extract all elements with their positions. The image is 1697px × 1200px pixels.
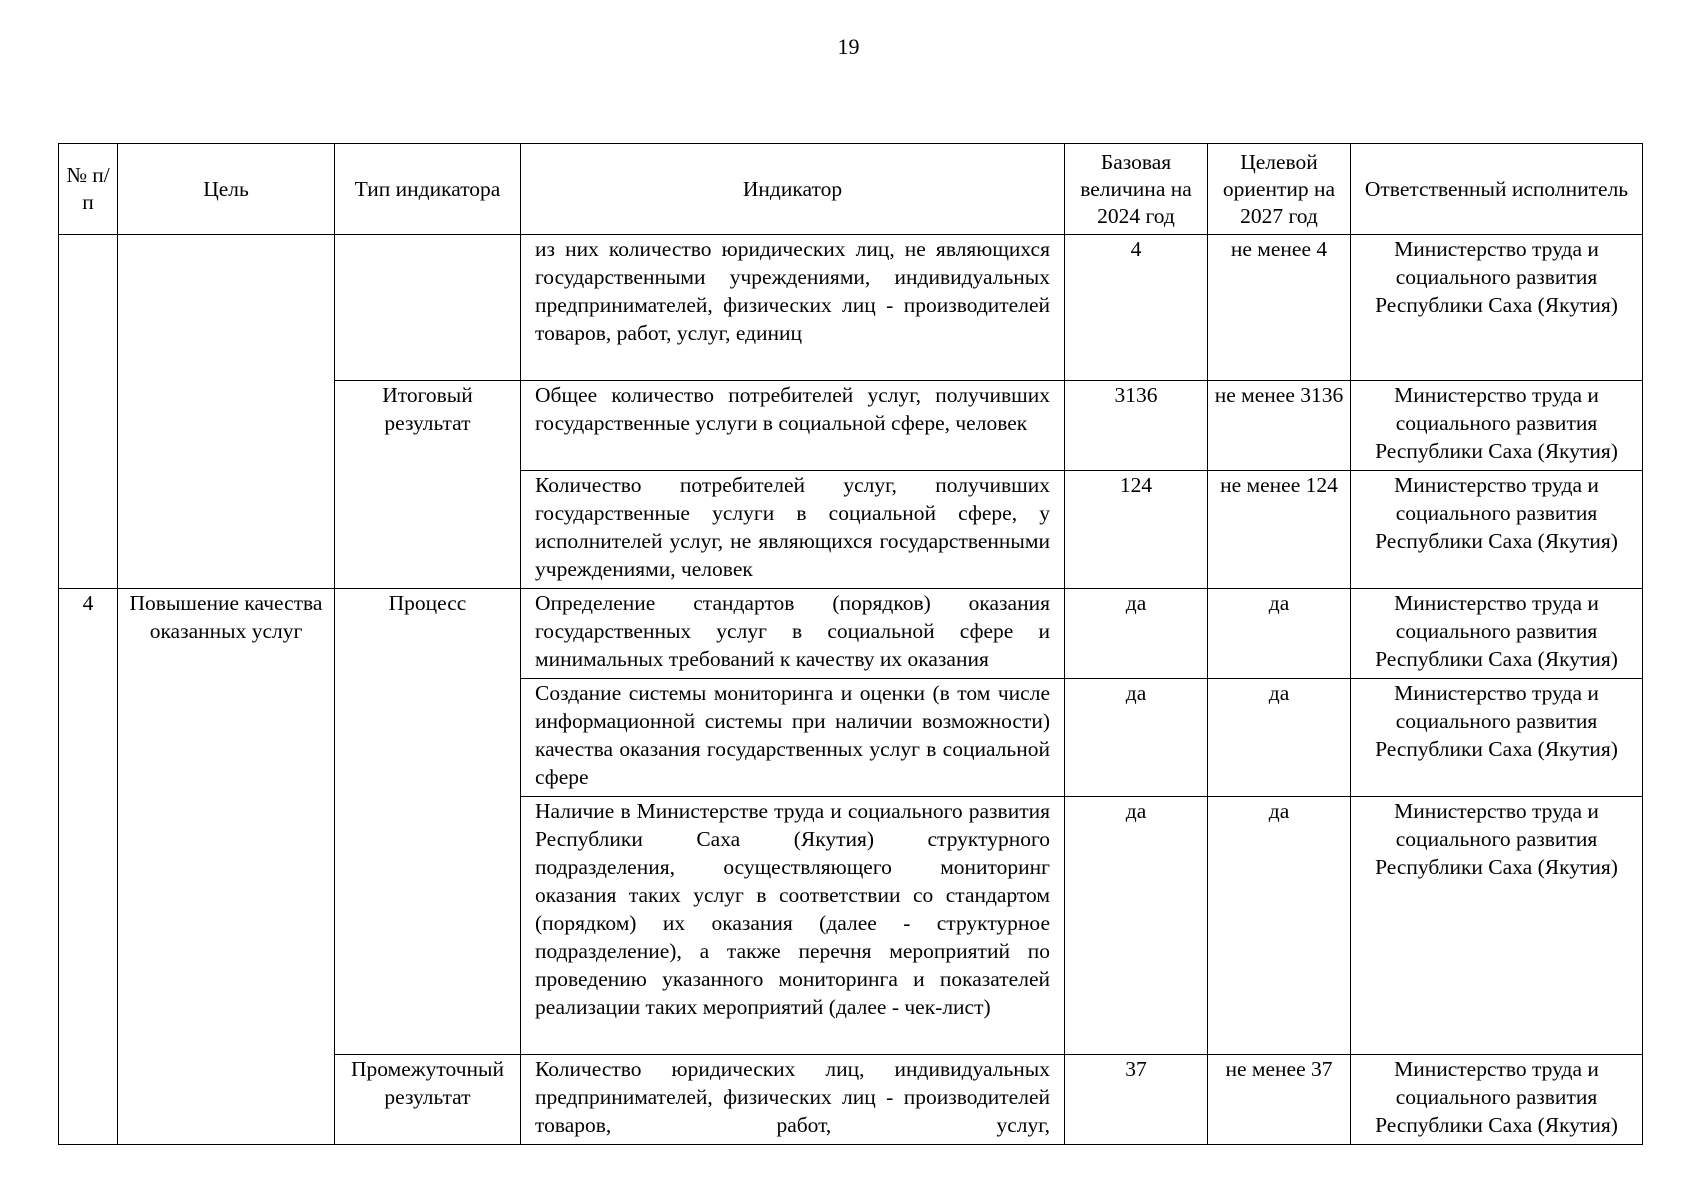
base-value: да [1065, 679, 1208, 797]
header-responsible: Ответственный исполнитель [1351, 144, 1643, 235]
type-cell: Промежуточный результат [335, 1055, 521, 1145]
header-type: Тип индикатора [335, 144, 521, 235]
page-number: 19 [837, 34, 860, 59]
responsible-cell: Министерство труда и социального развития Республики Саха (Якутия) [1351, 381, 1643, 471]
base-value: 4 [1065, 235, 1208, 381]
table-header-row [59, 144, 1643, 235]
table-row [59, 589, 1643, 679]
base-value: да [1065, 589, 1208, 679]
indicator-cell: Количество юридических лиц, индивидуальных предпринимателей, физических лиц - производителей товаров, работ, услуг, [521, 1055, 1065, 1145]
header-goal: Цель [118, 144, 335, 235]
header-target: Целевой ориентир на 2027 год [1208, 144, 1351, 235]
base-value: 3136 [1065, 381, 1208, 471]
table-row [59, 235, 1643, 381]
indicator-cell: Количество потребителей услуг, получивших государственные услуги в социальной сфере, у исполнителей услуг, не являющихся государственными учреждениями, человек [521, 471, 1065, 589]
header-base: Базовая величина на 2024 год [1065, 144, 1208, 235]
indicator-cell: Общее количество потребителей услуг, получивших государственные услуги в социальной сфере, человек [521, 381, 1065, 471]
responsible-cell: Министерство труда и социального развития Республики Саха (Якутия) [1351, 471, 1643, 589]
target-value: не менее 4 [1208, 235, 1351, 381]
responsible-cell: Министерство труда и социального развития Республики Саха (Якутия) [1351, 679, 1643, 797]
header-indicator: Индикатор [521, 144, 1065, 235]
indicator-cell: Создание системы мониторинга и оценки (в том числе информационной системы при наличии возможности) качества оказания государственных услуг в социальной сфере [521, 679, 1065, 797]
base-value: да [1065, 797, 1208, 1055]
responsible-cell: Министерство труда и социального развития Республики Саха (Якутия) [1351, 1055, 1643, 1145]
num-cell [59, 235, 118, 589]
target-value: не менее 3136 [1208, 381, 1351, 471]
header-num: № п/п [59, 144, 118, 235]
target-value: да [1208, 679, 1351, 797]
type-cell: Процесс [335, 589, 521, 1055]
goal-cell: Повышение качества оказанных услуг [118, 589, 335, 1145]
type-cell [335, 235, 521, 381]
target-value: не менее 37 [1208, 1055, 1351, 1145]
goal-cell [118, 235, 335, 589]
target-value: да [1208, 589, 1351, 679]
responsible-cell: Министерство труда и социального развития Республики Саха (Якутия) [1351, 589, 1643, 679]
responsible-cell: Министерство труда и социального развития Республики Саха (Якутия) [1351, 235, 1643, 381]
target-value: не менее 124 [1208, 471, 1351, 589]
target-value: да [1208, 797, 1351, 1055]
base-value: 37 [1065, 1055, 1208, 1145]
indicator-cell: Определение стандартов (порядков) оказания государственных услуг в социальной сфере и минимальных требований к качеству их оказания [521, 589, 1065, 679]
type-cell: Итоговый результат [335, 381, 521, 589]
indicator-cell: из них количество юридических лиц, не являющихся государственными учреждениями, индивидуальных предпринимателей, физических лиц - производителей товаров, работ, услуг, единиц [521, 235, 1065, 381]
indicator-cell: Наличие в Министерстве труда и социального развития Республики Саха (Якутия) структурного подразделения, осуществляющего мониторинг оказания таких услуг в соответствии со стандартом (порядком) их оказания (далее - структурное подразделение), а также перечня мероприятий по проведению указанного мониторинга и показателей реализации таких мероприятий (далее - чек-лист) [521, 797, 1065, 1055]
responsible-cell: Министерство труда и социального развития Республики Саха (Якутия) [1351, 797, 1643, 1055]
indicators-table [58, 143, 1643, 1145]
base-value: 124 [1065, 471, 1208, 589]
num-cell: 4 [59, 589, 118, 1145]
